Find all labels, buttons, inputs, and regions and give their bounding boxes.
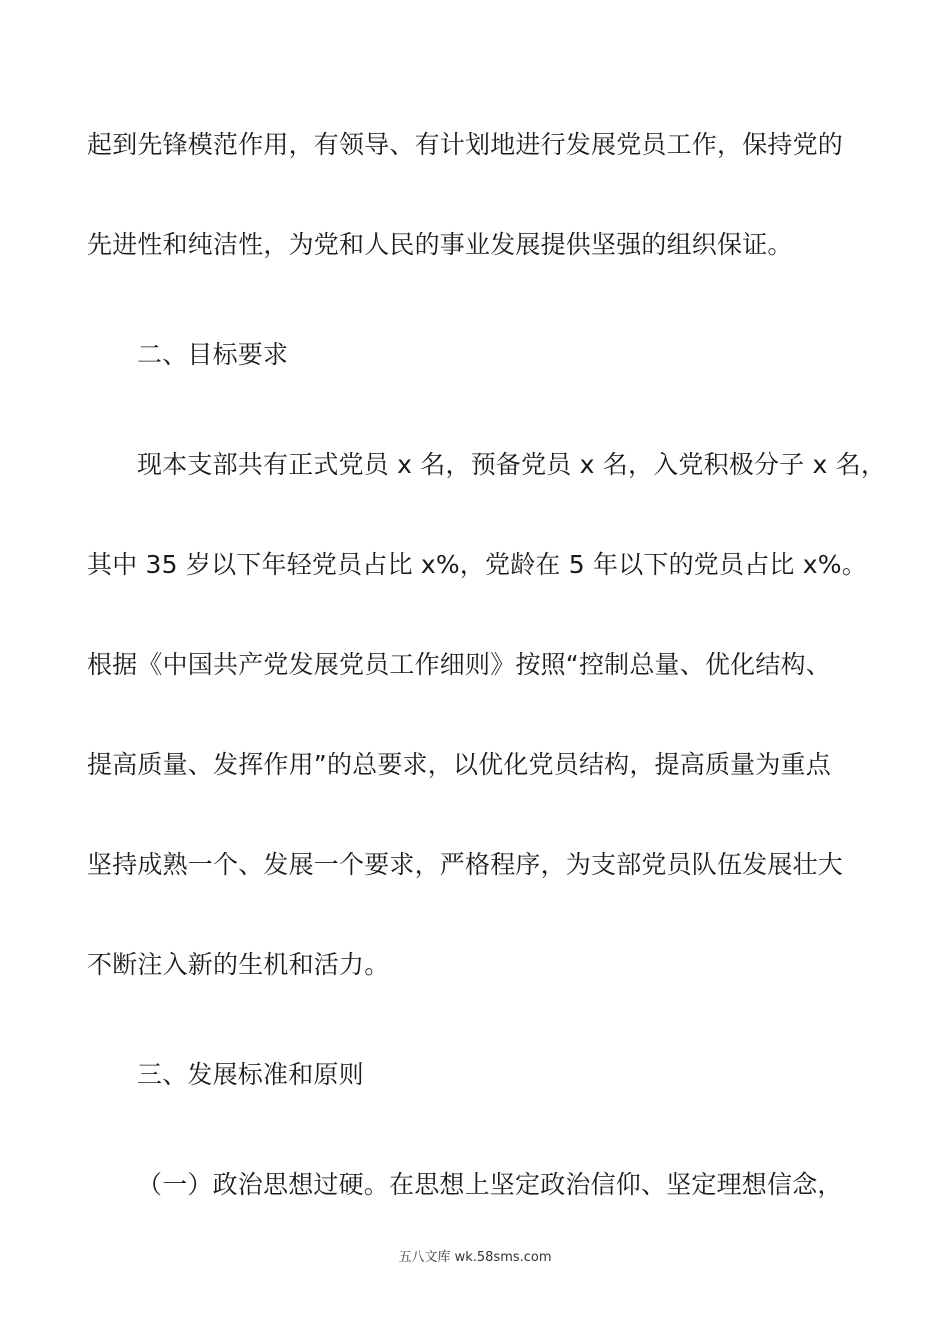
body-line: 现本支部共有正式党员 x 名，预备党员 x 名，入党积极分子 x 名， — [137, 450, 887, 479]
section-heading: 二、目标要求 — [137, 340, 289, 369]
section-heading: 三、发展标准和原则 — [137, 1060, 364, 1089]
body-line: 坚持成熟一个、发展一个要求，严格程序，为支部党员队伍发展壮大 — [87, 850, 844, 879]
body-line: 提高质量、发挥作用”的总要求，以优化党员结构，提高质量为重点 — [87, 750, 831, 779]
body-line: 不断注入新的生机和活力。 — [87, 950, 390, 979]
body-line: 其中 35 岁以下年轻党员占比 x%，党龄在 5 年以下的党员占比 x%。 — [87, 550, 867, 579]
body-line: 起到先锋模范作用，有领导、有计划地进行发展党员工作，保持党的 — [87, 130, 844, 159]
body-line: 根据《中国共产党发展党员工作细则》按照“控制总量、优化结构、 — [87, 650, 831, 679]
body-line: （一）政治思想过硬。在思想上坚定政治信仰、坚定理想信念， — [137, 1170, 843, 1199]
page-footer: 五八文库 wk.58sms.com — [398, 1250, 552, 1265]
body-line: 先进性和纯洁性，为党和人民的事业发展提供坚强的组织保证。 — [87, 230, 793, 259]
